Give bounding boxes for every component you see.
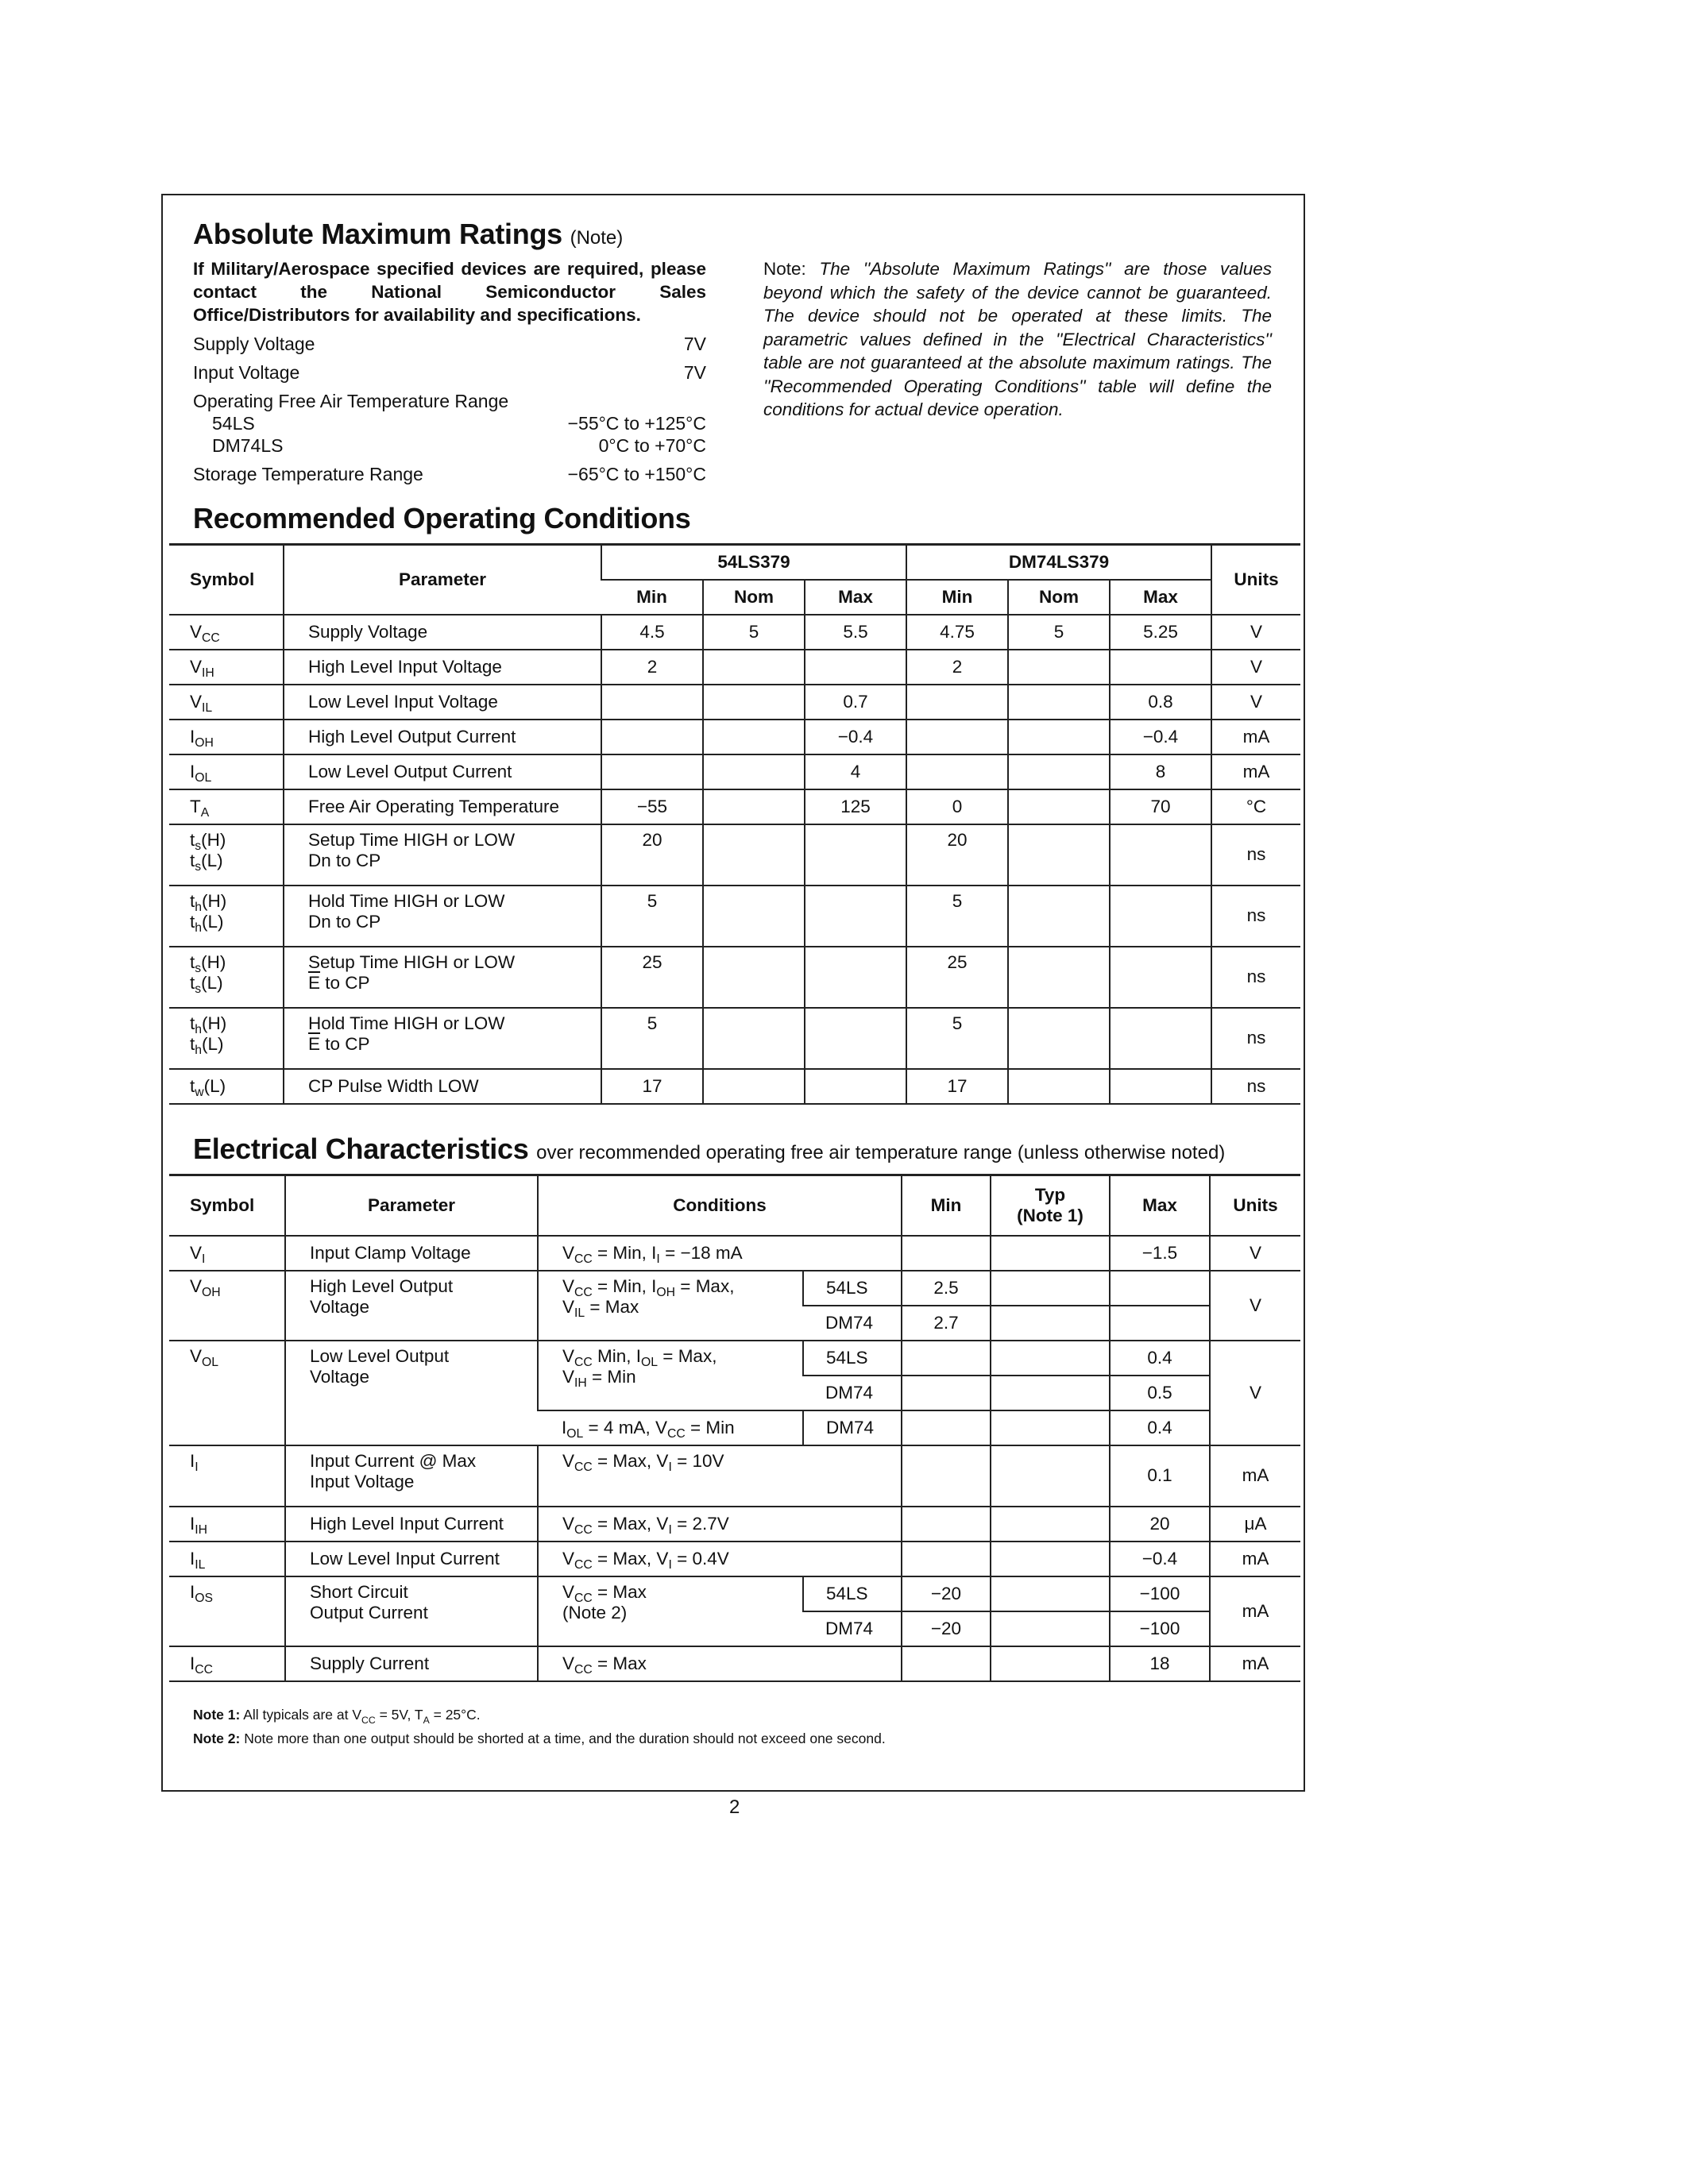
roc-unit: °C — [1211, 789, 1300, 824]
roc-h-54ls379: 54LS379 — [601, 545, 906, 580]
ec-parameter: Input Current @ Max Input Voltage — [285, 1445, 538, 1507]
roc-parameter: Free Air Operating Temperature — [284, 789, 601, 824]
roc-value: 5 — [906, 886, 1008, 947]
ec-max: 0.4 — [1110, 1341, 1210, 1376]
roc-row-ta — [169, 789, 1300, 824]
ec-title: Electrical Characteristics over recommended operating free air temperature range (unless otherwise noted) — [193, 1133, 1226, 1165]
ec-max: −100 — [1110, 1611, 1210, 1646]
ec-unit: V — [1210, 1271, 1300, 1341]
roc-value: −0.4 — [805, 720, 906, 754]
ec-row-iil — [169, 1542, 1300, 1576]
ec-condition: $I_{OL} = 4$ mA, $V_{CC}$ = Min — [538, 1410, 803, 1445]
roc-value — [601, 720, 703, 754]
ec-symbol: $V_I$ — [169, 1236, 285, 1271]
amr-title: Absolute Maximum Ratings (Note) — [193, 218, 624, 250]
ec-parameter: High Level Output Voltage — [285, 1271, 538, 1341]
ec-symbol: $V_{OL}$ — [169, 1341, 285, 1445]
ec-min: 2.7 — [902, 1306, 991, 1341]
roc-row-iol — [169, 754, 1300, 789]
ec-unit: V — [1210, 1341, 1300, 1445]
roc-value — [1008, 685, 1110, 720]
roc-value: 17 — [906, 1069, 1008, 1104]
roc-value: 25 — [601, 947, 703, 1008]
ec-condition: $V_{CC}$ Min, $I_{OL}$ = Max, $V_{IH}$ = Min — [538, 1341, 803, 1410]
roc-value — [906, 685, 1008, 720]
ec-row-ii — [169, 1445, 1300, 1507]
roc-row-ts-dn — [169, 824, 1300, 886]
ec-condition: $V_{CC}$ = Max (Note 2) — [538, 1576, 803, 1646]
ec-min: −20 — [902, 1576, 991, 1611]
roc-value: 2 — [906, 650, 1008, 685]
ec-unit: mA — [1210, 1646, 1300, 1681]
roc-h-nom: Nom — [1008, 580, 1110, 615]
ec-h-parameter: Parameter — [285, 1175, 538, 1236]
roc-row-th-e — [169, 1008, 1300, 1069]
roc-value — [601, 754, 703, 789]
roc-value: 5 — [601, 886, 703, 947]
roc-parameter: High Level Output Current — [284, 720, 601, 754]
ec-symbol: $I_{IH}$ — [169, 1507, 285, 1542]
roc-value: 5 — [703, 615, 805, 650]
roc-row-tw — [169, 1069, 1300, 1104]
roc-value: 17 — [601, 1069, 703, 1104]
roc-unit: mA — [1211, 720, 1300, 754]
roc-value: 8 — [1110, 754, 1211, 789]
roc-unit: ns — [1211, 1008, 1300, 1069]
roc-row-vih — [169, 650, 1300, 685]
roc-value — [601, 685, 703, 720]
ec-parameter: Supply Current — [285, 1646, 538, 1681]
roc-table — [169, 543, 1300, 1105]
roc-value: 5.5 — [805, 615, 906, 650]
roc-value — [703, 720, 805, 754]
roc-row-th-dn — [169, 886, 1300, 947]
datasheet-frame — [161, 194, 1305, 1792]
ec-condition: $V_{CC}$ = Max, $V_I = 0.4V$ — [538, 1542, 902, 1576]
ec-row-iih — [169, 1507, 1300, 1542]
amr-notice: If Military/Aerospace specified devices are required, please contact the National Semiconductor Sales Office/Distributors for availability and specifications. — [193, 259, 706, 325]
roc-parameter: Hold Time HIGH or LOW $\overline{E}$ to CP — [284, 1008, 601, 1069]
ec-max: 20 — [1110, 1507, 1210, 1542]
roc-value — [906, 754, 1008, 789]
ec-device: 54LS — [803, 1576, 902, 1611]
roc-h-min: Min — [906, 580, 1008, 615]
ec-max: −0.4 — [1110, 1542, 1210, 1576]
roc-h-units: Units — [1211, 545, 1300, 615]
roc-parameter: Hold Time HIGH or LOW Dn to CP — [284, 886, 601, 947]
ec-symbol: $I_I$ — [169, 1445, 285, 1507]
roc-parameter: Low Level Output Current — [284, 754, 601, 789]
roc-value: 125 — [805, 789, 906, 824]
roc-value — [703, 650, 805, 685]
roc-symbol: $V_{IL}$ — [169, 685, 284, 720]
ec-parameter: High Level Input Current — [285, 1507, 538, 1542]
amr-note: Note: The ''Absolute Maximum Ratings'' are those values beyond which the safety of the device cannot be guaranteed. The device should not be operated at these limits. The parametric values defined in the ''Electrical Characteristics'' table are not guaranteed at the absolute maximum ratings. The ''Recommended Operating Conditions'' table will define the conditions for actual device operation. — [763, 259, 1272, 419]
roc-value: 0 — [906, 789, 1008, 824]
ec-max: −100 — [1110, 1576, 1210, 1611]
roc-value: −0.4 — [1110, 720, 1211, 754]
ec-device: DM74 — [803, 1306, 902, 1341]
roc-value — [1008, 650, 1110, 685]
roc-title: Recommended Operating Conditions — [193, 502, 691, 534]
roc-parameter: CP Pulse Width LOW — [284, 1069, 601, 1104]
roc-symbol: $V_{CC}$ — [169, 615, 284, 650]
ec-min: 2.5 — [902, 1271, 991, 1306]
roc-row-ts-e — [169, 947, 1300, 1008]
ec-unit: V — [1210, 1236, 1300, 1271]
ec-condition: $V_{CC}$ = Min, $I_{OH}$ = Max, $V_{IL}$ = Max — [538, 1271, 803, 1341]
ec-symbol: $V_{OH}$ — [169, 1271, 285, 1341]
roc-value: 5.25 — [1110, 615, 1211, 650]
roc-value: 0.7 — [805, 685, 906, 720]
roc-value: 4 — [805, 754, 906, 789]
roc-unit: ns — [1211, 947, 1300, 1008]
roc-value — [805, 650, 906, 685]
roc-value: 4.75 — [906, 615, 1008, 650]
roc-parameter: Setup Time HIGH or LOW Dn to CP — [284, 824, 601, 886]
ec-table — [169, 1174, 1300, 1682]
page-number: 2 — [729, 1796, 740, 1818]
roc-row-ioh — [169, 720, 1300, 754]
amr-storage-row: Storage Temperature Range −65°C to +150°C — [193, 464, 706, 484]
roc-parameter: Supply Voltage — [284, 615, 601, 650]
ec-unit: mA — [1210, 1445, 1300, 1507]
ec-h-min: Min — [902, 1175, 991, 1236]
ec-symbol: $I_{CC}$ — [169, 1646, 285, 1681]
roc-value — [1110, 650, 1211, 685]
roc-unit: V — [1211, 615, 1300, 650]
footnote-2: Note 2: Note more than one output should be shorted at a time, and the duration should not exceed one second. — [193, 1731, 886, 1746]
ec-parameter: Low Level Output Voltage — [285, 1341, 538, 1445]
roc-h-dm74ls379: DM74LS379 — [906, 545, 1211, 580]
roc-value: 4.5 — [601, 615, 703, 650]
ec-row-vi — [169, 1236, 1300, 1271]
roc-unit: ns — [1211, 1069, 1300, 1104]
ec-unit: mA — [1210, 1542, 1300, 1576]
ec-max: 0.4 — [1110, 1410, 1210, 1445]
ec-row-vol — [169, 1341, 1300, 1376]
roc-symbol: $t_s(H)$ $t_s(L)$ — [169, 824, 284, 886]
roc-value: 0.8 — [1110, 685, 1211, 720]
roc-h-max: Max — [805, 580, 906, 615]
ec-max: −1.5 — [1110, 1236, 1210, 1271]
roc-value — [906, 720, 1008, 754]
roc-h-parameter: Parameter — [284, 545, 601, 615]
roc-parameter: Low Level Input Voltage — [284, 685, 601, 720]
ec-parameter: Low Level Input Current — [285, 1542, 538, 1576]
roc-value: 25 — [906, 947, 1008, 1008]
roc-h-min: Min — [601, 580, 703, 615]
ec-row-ios — [169, 1576, 1300, 1611]
ec-device: DM74 — [803, 1611, 902, 1646]
amr-supply-row: Supply Voltage 7V — [193, 334, 706, 354]
ec-row-icc — [169, 1646, 1300, 1681]
ec-device: DM74 — [803, 1410, 902, 1445]
ec-symbol: $I_{OS}$ — [169, 1576, 285, 1646]
roc-h-symbol: Symbol — [169, 545, 284, 615]
ec-h-conditions: Conditions — [538, 1175, 902, 1236]
roc-parameter: Setup Time HIGH or LOW $\overline{E}$ to CP — [284, 947, 601, 1008]
roc-symbol: $t_w(L)$ — [169, 1069, 284, 1104]
roc-unit: V — [1211, 650, 1300, 685]
roc-value: 5 — [1008, 615, 1110, 650]
amr-op54-row: 54LS −55°C to +125°C — [212, 413, 706, 434]
ec-max: 0.5 — [1110, 1376, 1210, 1410]
roc-unit: mA — [1211, 754, 1300, 789]
ec-row-voh — [169, 1271, 1300, 1306]
ec-h-units: Units — [1210, 1175, 1300, 1236]
roc-symbol: $t_h(H)$ $t_h(L)$ — [169, 1008, 284, 1069]
ec-min: −20 — [902, 1611, 991, 1646]
footnote-1: Note 1: All typicals are at $V_{CC} = 5V$, $T_A = 25^\circ C$. — [193, 1707, 481, 1726]
ec-h-max: Max — [1110, 1175, 1210, 1236]
amr-optemp-row: Operating Free Air Temperature Range — [193, 391, 509, 411]
ec-parameter: Short Circuit Output Current — [285, 1576, 538, 1646]
ec-device: 54LS — [803, 1341, 902, 1376]
roc-value — [703, 685, 805, 720]
roc-value — [1008, 720, 1110, 754]
roc-value — [1008, 789, 1110, 824]
roc-symbol: $V_{IH}$ — [169, 650, 284, 685]
roc-value: −55 — [601, 789, 703, 824]
amr-input-row: Input Voltage 7V — [193, 362, 706, 383]
ec-device: 54LS — [803, 1271, 902, 1306]
ec-unit: mA — [1210, 1576, 1300, 1646]
ec-symbol: $I_{IL}$ — [169, 1542, 285, 1576]
roc-value: 5 — [601, 1008, 703, 1069]
roc-symbol: $T_A$ — [169, 789, 284, 824]
ec-device: DM74 — [803, 1376, 902, 1410]
ec-parameter: Input Clamp Voltage — [285, 1236, 538, 1271]
ec-condition: $V_{CC}$ = Max — [538, 1646, 902, 1681]
roc-unit: ns — [1211, 824, 1300, 886]
ec-condition: $V_{CC}$ = Max, $V_I = 2.7V$ — [538, 1507, 902, 1542]
roc-value: 5 — [906, 1008, 1008, 1069]
amr-op74-row: DM74LS 0°C to +70°C — [212, 435, 706, 456]
roc-h-nom: Nom — [703, 580, 805, 615]
roc-value — [1008, 754, 1110, 789]
ec-condition: $V_{CC}$ = Min, $I_I = -18$ mA — [538, 1236, 902, 1271]
footnotes — [193, 1703, 886, 1750]
roc-row-vil — [169, 685, 1300, 720]
roc-value: 70 — [1110, 789, 1211, 824]
roc-value — [703, 789, 805, 824]
ec-max: 18 — [1110, 1646, 1210, 1681]
ec-h-symbol: Symbol — [169, 1175, 285, 1236]
roc-value — [703, 754, 805, 789]
roc-row-vcc — [169, 615, 1300, 650]
ec-h-typ: Typ (Note 1) — [991, 1175, 1110, 1236]
roc-symbol: $t_h(H)$ $t_h(L)$ — [169, 886, 284, 947]
roc-value: 20 — [601, 824, 703, 886]
roc-unit: ns — [1211, 886, 1300, 947]
ec-condition: $V_{CC}$ = Max, $V_I = 10V$ — [538, 1445, 902, 1507]
roc-symbol: $I_{OL}$ — [169, 754, 284, 789]
roc-value: 20 — [906, 824, 1008, 886]
roc-symbol: $I_{OH}$ — [169, 720, 284, 754]
roc-parameter: High Level Input Voltage — [284, 650, 601, 685]
ec-unit: μA — [1210, 1507, 1300, 1542]
roc-h-max: Max — [1110, 580, 1211, 615]
ec-max: 0.1 — [1110, 1445, 1210, 1507]
roc-unit: V — [1211, 685, 1300, 720]
absolute-maximum-ratings — [193, 218, 706, 485]
roc-value: 2 — [601, 650, 703, 685]
roc-symbol: $t_s(H)$ $t_s(L)$ — [169, 947, 284, 1008]
